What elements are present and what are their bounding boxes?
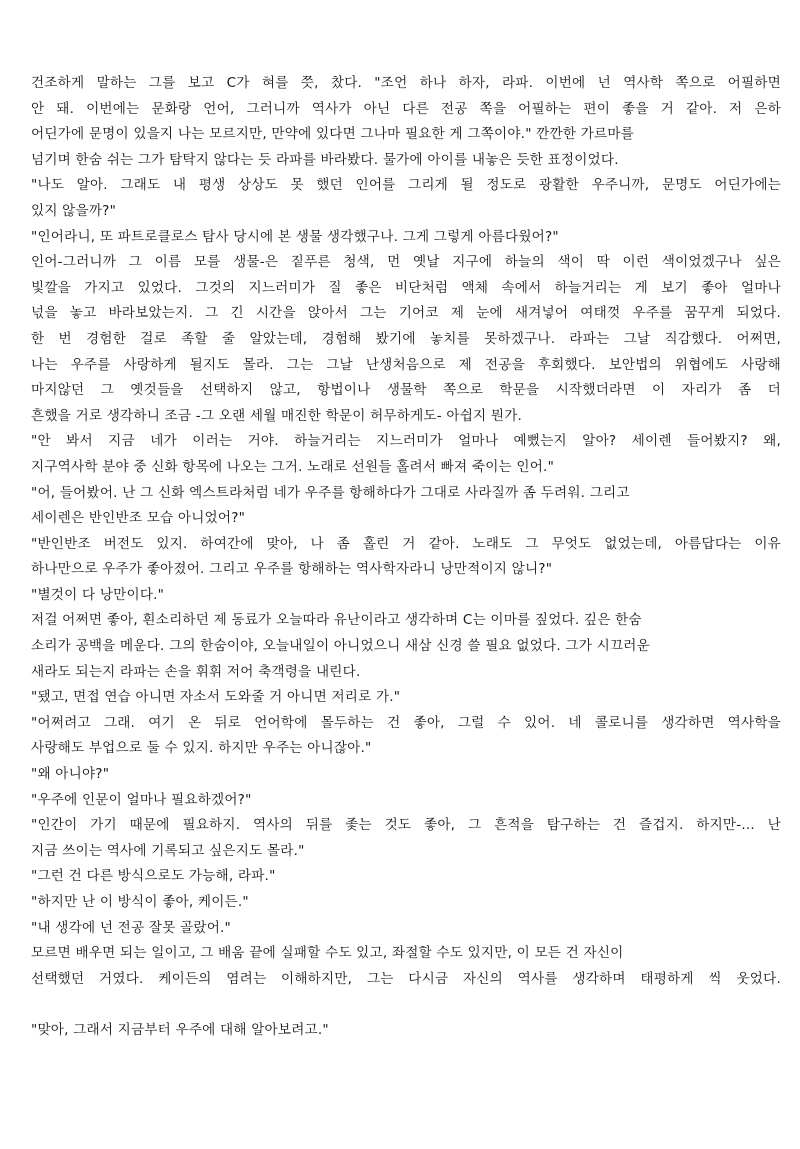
text-line: "어쩌려고 그래. 여기 온 뒤로 언어학에 몰두하는 건 좋아, 그럴 수 있어. 네 콜로니를 생각하면 역사학을 <box>31 714 781 731</box>
text-line: "하지만 난 이 방식이 좋아, 케이든." <box>31 894 249 910</box>
text-line: 지구역사학 분야 중 신화 항목에 나오는 그거. 노래로 선원들 홀려서 빠져 죽이는 인어." <box>31 458 555 475</box>
text-line: "나도 알아. 그래도 내 평생 상상도 못 했던 인어를 그리게 될 정도로 광활한 우주니까, 문명도 어딘가에는 <box>31 177 781 194</box>
text-line: "왜 아니야?" <box>31 766 110 783</box>
text-line: 넘기며 한숨 쉬는 그가 탐탁지 않다는 듯 라파를 바라봤다. 물가에 아이를 내놓은 듯한 표정이었다. <box>31 151 619 168</box>
text-line: 지금 쓰이는 역사에 기록되고 싶은지도 몰라." <box>31 842 305 859</box>
text-line: 안 돼. 이번에는 문화랑 언어, 그러니까 역사가 아닌 다른 전공 쪽을 어필하는 편이 좋을 거 같아. 저 은하 <box>31 100 781 117</box>
text-line: 빛깔을 가지고 있었다. 그것의 지느러미가 질 좋은 비단처럼 액체 속에서 하늘거리는 게 보기 좋아 얼마나 <box>31 279 781 296</box>
text-line: "별것이 다 낭만이다." <box>31 586 165 603</box>
document-body <box>31 71 781 1044</box>
text-line: 새라도 되는지 라파는 손을 휘휘 저어 축객령을 내린다. <box>31 663 361 680</box>
text-line: 있지 않을까?" <box>31 202 117 219</box>
text-line: "그런 건 다른 방식으로도 가능해, 라파." <box>31 868 276 885</box>
text-line: 넋을 놓고 바라보았는지. 그 긴 시간을 앉아서 그는 기어코 제 눈에 새겨넣어 여태껏 우주를 꿈꾸게 되었다. <box>31 305 781 322</box>
text-line: 선택했던 거였다. 케이든의 염려는 이해하지만, 그는 다시금 자신의 역사를 생각하며 태평하게 씩 웃었다. <box>31 970 781 987</box>
text-line: 소리가 공백을 메운다. 그의 한숨이야, 오늘내일이 아니었으니 새삼 신경 쓸 필요 없었다. 그가 시끄러운 <box>31 638 650 655</box>
text-line: 하나만으로 우주가 좋아졌어. 그리고 우주를 항해하는 역사학자라니 낭만적이지 않니?" <box>31 561 553 578</box>
text-line: 마지않던 그 옛것들을 선택하지 않고, 항법이나 생물학 쪽으로 학문을 시작했더라면 이 자리가 좀 더 <box>31 382 781 399</box>
text-line: "반인반조 버전도 있지. 하여간에 맞아, 나 좀 홀린 거 같아. 노래도 그 무엇도 없었는데, 아름답다는 이유 <box>31 535 781 552</box>
text-line: 사랑해도 부업으로 둘 수 있지. 하지만 우주는 아니잖아." <box>31 740 372 757</box>
text-line: "어, 들어봤어. 난 그 신화 엑스트라처럼 네가 우주를 항해하다가 그대로 사라질까 좀 두려워. 그리고 <box>31 484 630 501</box>
text-line: "맞아, 그래서 지금부터 우주에 대해 알아보려고." <box>31 1021 329 1038</box>
blank-line <box>31 992 781 1018</box>
text-line: "인어라니, 또 파트로클로스 탐사 당시에 본 생물 생각했구나. 그게 그렇게 아름다웠어?" <box>31 228 559 245</box>
text-line: "안 봐서 지금 네가 이러는 거야. 하늘거리는 지느러미가 얼마나 예뻤는지 알아? 세이렌 들어봤지? 왜, <box>31 433 781 450</box>
text-line: "됐고, 면접 연습 아니면 자소서 도와줄 거 아니면 저리로 가." <box>31 689 401 706</box>
text-line: 세이렌은 반인반조 모습 아니었어?" <box>31 510 246 527</box>
text-line: 인어-그러니까 그 이름 모를 생물-은 짙푸른 청색, 먼 옛날 지구에 하늘의 색이 딱 이런 색이었겠구나 싶은 <box>31 254 781 271</box>
text-line: "인간이 가기 때문에 필요하지. 역사의 뒤를 좇는 것도 좋아, 그 흔적을 탐구하는 건 즐겁지. 하지만-... 난 <box>31 817 781 834</box>
text-line: 모르면 배우면 되는 일이고, 그 배움 끝에 실패할 수도 있고, 좌절할 수도 있지만, 이 모든 건 자신이 <box>31 945 624 962</box>
text-line: 저걸 어쩌면 좋아, 흰소리하던 제 동료가 오늘따라 유난이라고 생각하며 C는 이마를 짚었다. 깊은 한숨 <box>31 612 642 629</box>
text-line: 어딘가에 문명이 있을지 나는 모르지만, 만약에 있다면 그나마 필요한 게 그쪽이야." 깐깐한 가르마를 <box>31 126 635 143</box>
text-line: 한 번 경험한 걸로 족할 줄 알았는데, 경험해 봤기에 놓치를 못하겠구나. 라파는 그날 직감했다. 어쩌면, <box>31 330 781 347</box>
text-line: 흔했을 거로 생각하니 조금 -그 오랜 세월 매진한 학문이 허무하게도- 아쉽지 뭔가. <box>31 407 523 424</box>
text-line: 나는 우주를 사랑하게 될지도 몰라. 그는 그날 난생처음으로 제 전공을 후회했다. 보안법의 위협에도 사랑해 <box>31 356 781 373</box>
text-line: 건조하게 말하는 그를 보고 C가 혀를 쯧, 찼다. "조언 하나 하자, 라파. 이번에 넌 역사학 쪽으로 어필하면 <box>31 75 781 91</box>
text-line: "우주에 인문이 얼마나 필요하겠어?" <box>31 791 252 808</box>
text-line: "내 생각에 넌 전공 잘못 골랐어." <box>31 919 232 936</box>
